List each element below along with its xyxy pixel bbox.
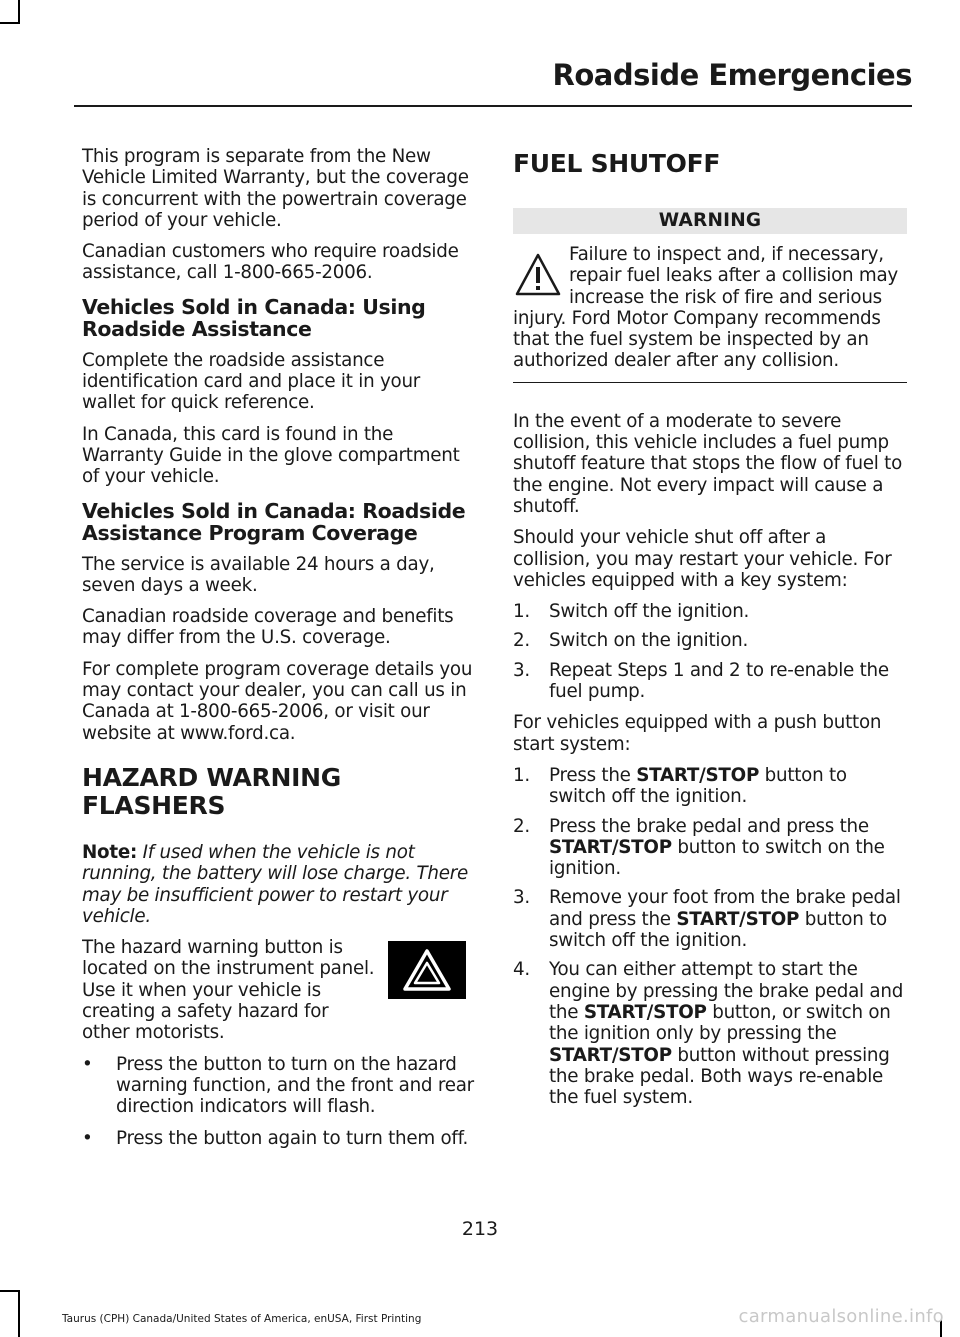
paragraph: In the event of a moderate to severe collision, this vehicle includes a fuel pump shutoff feature that stops the flow of fuel to the engine. Not every impact will cause a shutoff. [513,410,903,517]
step-text: You can either attempt to start the engine by pressing the brake pedal and the [549,959,904,1023]
watermark: carmanualsonline.info [738,1306,944,1327]
crop-mark-bottom-left-h [0,1290,18,1292]
page-number: 213 [461,1218,499,1240]
push-button-steps [513,765,907,1108]
step-number: 2. [513,630,530,652]
header-rule [74,105,912,107]
step-text: Remove your foot from the brake pedal and press the [549,887,901,930]
step-text: Switch on the ignition. [549,630,749,652]
warning-label: WARNING [513,208,907,234]
key-system-steps [513,601,907,702]
paragraph: This program is separate from the New Vehicle Limited Warranty, but the coverage is concurrent with the powertrain coverage period of your vehicle. [82,146,469,231]
start-stop-label: START/STOP [583,1001,707,1023]
list-item [513,816,907,880]
step-text: button to switch off the ignition. [549,764,847,808]
step-number: 1. [513,764,530,786]
paragraph: The hazard warning button is located on the instrument panel. Use it when your vehicle is creating a safety hazard for other motorists. [82,937,375,1044]
right-column [513,146,907,1118]
paragraph: Canadian customers who require roadside assistance, call 1-800-665-2006. [82,241,459,284]
step-text: Press the [549,764,637,786]
start-stop-label: START/STOP [549,1044,672,1066]
note-label: Note: [82,841,138,863]
list-item: • Press the button again to turn them off. [82,1128,476,1149]
list-item [513,959,907,1108]
hazard-block [82,937,476,1053]
page-header [0,58,912,92]
step-text: Repeat Steps 1 and 2 to re-enable the fuel pump. [549,659,889,703]
start-stop-label: START/STOP [636,764,760,786]
paragraph: Canadian roadside coverage and benefits may differ from the U.S. coverage. [82,606,454,649]
paragraph: For complete program coverage details you may contact your dealer, you can call us in Canada at 1-800-665-2006, or visit our website at www.ford.ca. [82,658,473,744]
chapter-heading-fuel: FUEL SHUTOFF [513,149,721,178]
step-number: 3. [513,659,530,681]
crop-mark-bottom-left [18,1290,20,1337]
list-item [513,601,907,622]
hazard-triangle-icon [388,941,466,999]
paragraph: The service is available 24 hours a day, seven days a week. [82,553,435,596]
paragraph: Complete the roadside assistance identification card and place it in your wallet for quick reference. [82,349,421,414]
list-item [513,887,907,951]
page-title: Roadside Emergencies [552,58,912,92]
chapter-heading-hazard: HAZARD WARNING FLASHERS [82,762,341,820]
note [82,842,476,927]
crop-mark-top-left [18,0,20,24]
warning-text: Failure to inspect and, if necessary, repair fuel leaks after a collision may increase the risk of fire and serious injury. Ford Motor Company recommends that the fuel system be inspected by an authorized dealer after any collision. [513,244,898,372]
section-heading: Vehicles Sold in Canada: Using Roadside Assistance [82,294,426,341]
step-text: button to switch off the ignition. [549,908,887,952]
step-number: 4. [513,959,530,981]
section-heading: Vehicles Sold in Canada: Roadside Assistance Program Coverage [82,498,466,545]
warning-box [513,244,907,383]
list-item [513,660,907,703]
step-text: button, or switch on the ignition only by pressing the [549,1001,891,1045]
note-text: If used when the vehicle is not running, the battery will lose charge. There may be insufficient power to restart your vehicle. [82,841,468,927]
step-text: Press the brake pedal and press the [549,815,869,837]
warning-triangle-icon [513,250,563,300]
crop-mark-top-left-h [0,22,18,24]
list-item [513,765,907,808]
paragraph: In Canada, this card is found in the Warranty Guide in the glove compartment of your vehicle. [82,423,460,488]
list-item: • Press the button to turn on the hazard warning function, and the front and rear direction indicators will flash. [82,1054,476,1118]
hazard-bullets [82,1054,476,1149]
list-item [513,630,907,651]
left-column [82,146,476,1161]
step-number: 2. [513,815,530,837]
step-number: 1. [513,601,530,623]
edition-footer: Taurus (CPH) Canada/United States of America, enUSA, First Printing [62,1313,422,1325]
start-stop-label: START/STOP [676,908,800,930]
step-text: Switch off the ignition. [549,601,750,623]
step-text: button to switch on the ignition. [549,836,885,880]
paragraph: Should your vehicle shut off after a collision, you may restart your vehicle. For vehicles equipped with a key system: [513,527,892,591]
start-stop-label: START/STOP [549,836,672,858]
step-text: button without pressing the brake pedal. Both ways re-enable the fuel system. [549,1044,890,1109]
paragraph: For vehicles equipped with a push button start system: [513,712,882,755]
step-number: 3. [513,887,530,909]
